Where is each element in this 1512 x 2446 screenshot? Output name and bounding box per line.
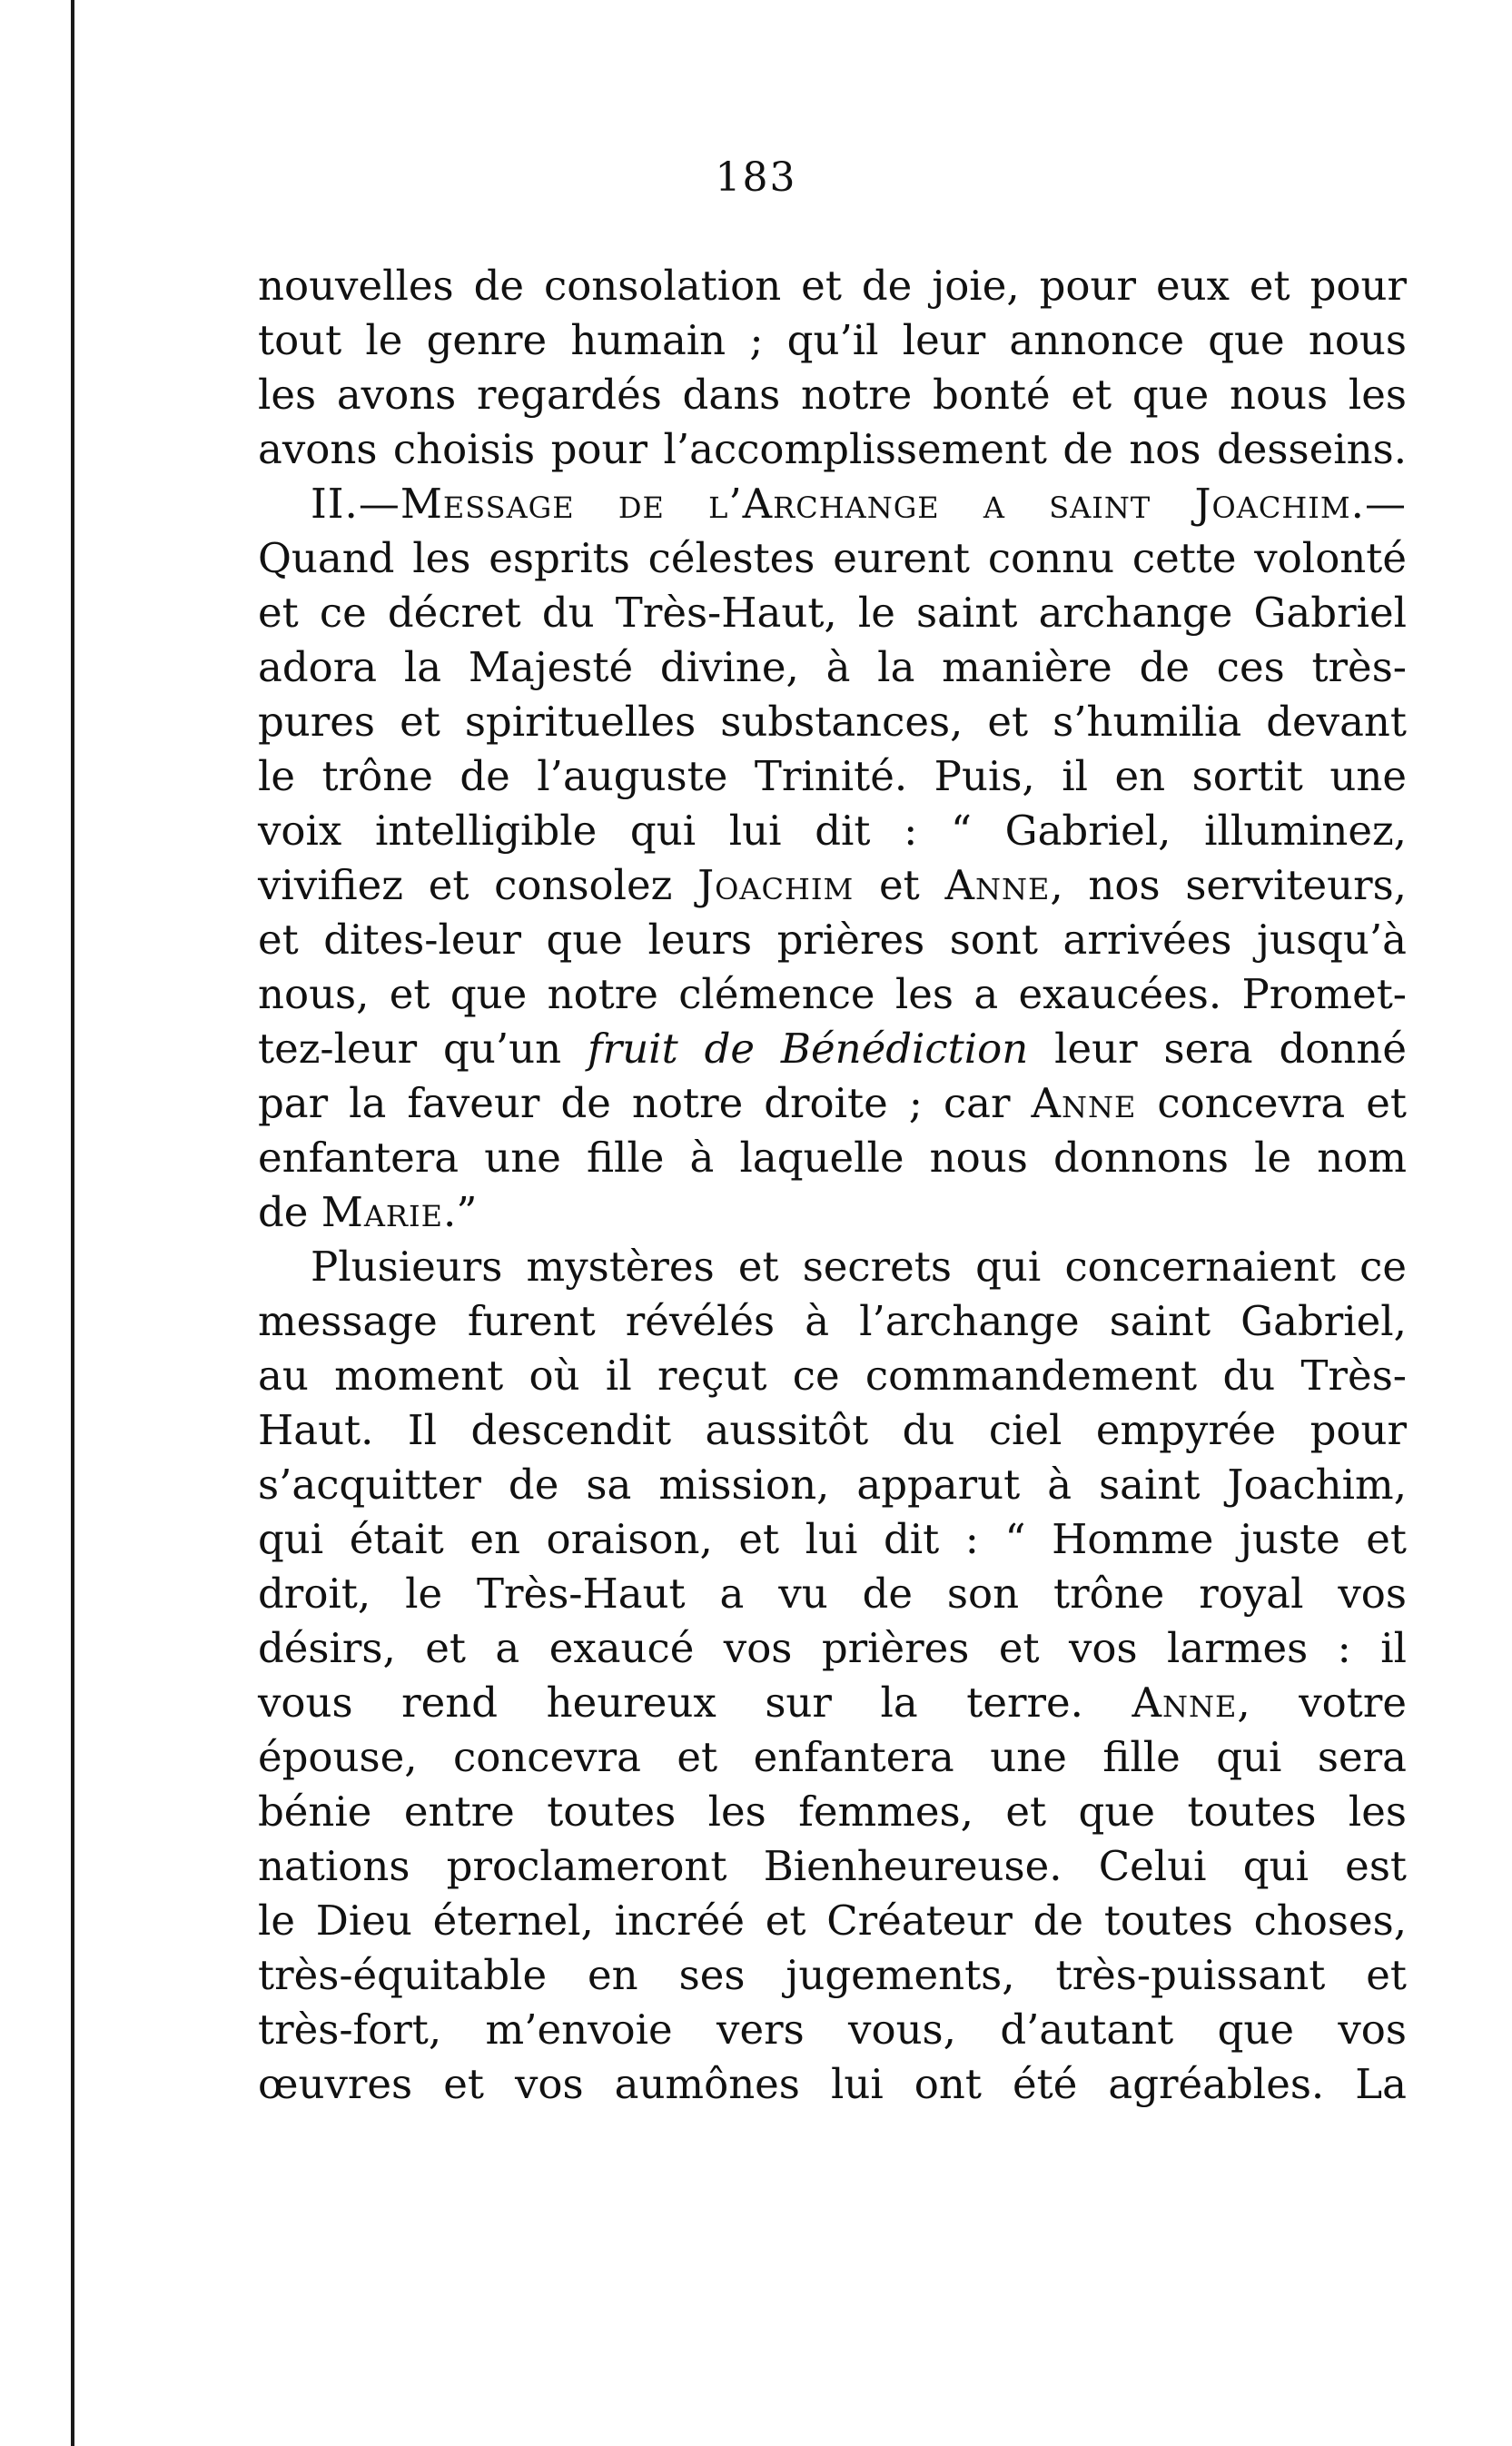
- text-line: tout le genre humain ; qu’il leur annonce que nous: [258, 316, 1407, 364]
- text-line: bénie entre toutes les femmes, et que toutes les: [258, 1787, 1407, 1836]
- text-line: vivifiez et consolez Joachim et Anne, nos serviteurs,: [258, 861, 1407, 909]
- text-line: Haut. Il descendit aussitôt du ciel empyrée pour: [258, 1406, 1407, 1454]
- text-line: très-équitable en ses jugements, très-puissant et: [258, 1951, 1407, 1999]
- text-line: et dites-leur que leurs prières sont arrivées jusqu’à: [258, 916, 1407, 964]
- text-line: adora la Majesté divine, à la manière de ces très-: [258, 643, 1407, 691]
- text-line: avons choisis pour l’accomplissement de nos desseins.: [258, 425, 1407, 473]
- text-line: Quand les esprits célestes eurent connu cette volonté: [258, 534, 1407, 582]
- text-line: Plusieurs mystères et secrets qui concernaient ce: [311, 1243, 1407, 1291]
- text-line: nouvelles de consolation et de joie, pour eux et pour: [258, 262, 1407, 310]
- text-line: droit, le Très-Haut a vu de son trône royal vos: [258, 1570, 1407, 1618]
- text-line: nations proclameront Bienheureuse. Celui qui est: [258, 1842, 1407, 1890]
- text-line: pures et spirituelles substances, et s’humilia devant: [258, 698, 1407, 746]
- text-line: et ce décret du Très-Haut, le saint archange Gabriel: [258, 589, 1407, 637]
- page-number: 183: [715, 154, 797, 201]
- text-line: œuvres et vos aumônes lui ont été agréables. La: [258, 2060, 1407, 2108]
- text-line: enfantera une fille à laquelle nous donnons le nom: [258, 1134, 1407, 1182]
- text-line: voix intelligible qui lui dit : “ Gabriel, illuminez,: [258, 807, 1407, 855]
- text-line: épouse, concevra et enfantera une fille qui sera: [258, 1733, 1407, 1781]
- text-line: désirs, et a exaucé vos prières et vos larmes : il: [258, 1624, 1407, 1672]
- text-line: qui était en oraison, et lui dit : “ Homme juste et: [258, 1515, 1407, 1563]
- text-line: au moment où il reçut ce commandement du Très-: [258, 1352, 1407, 1400]
- text-line: de Marie.”: [258, 1188, 478, 1236]
- text-line: le Dieu éternel, incréé et Créateur de toutes choses,: [258, 1896, 1407, 1945]
- text-line: très-fort, m’envoie vers vous, d’autant que vos: [258, 2005, 1407, 2054]
- text-line: le trône de l’auguste Trinité. Puis, il en sortit une: [258, 752, 1407, 800]
- text-line: s’acquitter de sa mission, apparut à saint Joachim,: [258, 1461, 1407, 1509]
- body-text: [258, 259, 1407, 2112]
- text-line: les avons regardés dans notre bonté et que nous les: [258, 371, 1407, 419]
- page-edge-line: [71, 0, 74, 2446]
- text-line: tez-leur qu’un fruit de Bénédiction leur sera donné: [258, 1025, 1407, 1073]
- text-line: par la faveur de notre droite ; car Anne concevra et: [258, 1079, 1407, 1127]
- text-line: nous, et que notre clémence les a exaucées. Promet-: [258, 970, 1407, 1018]
- text-line: message furent révélés à l’archange saint Gabriel,: [258, 1297, 1407, 1345]
- section-heading: II.—Message de l’Archange a saint Joachim.—: [311, 480, 1407, 528]
- text-line: vous rend heureux sur la terre. Anne, votre: [258, 1679, 1407, 1727]
